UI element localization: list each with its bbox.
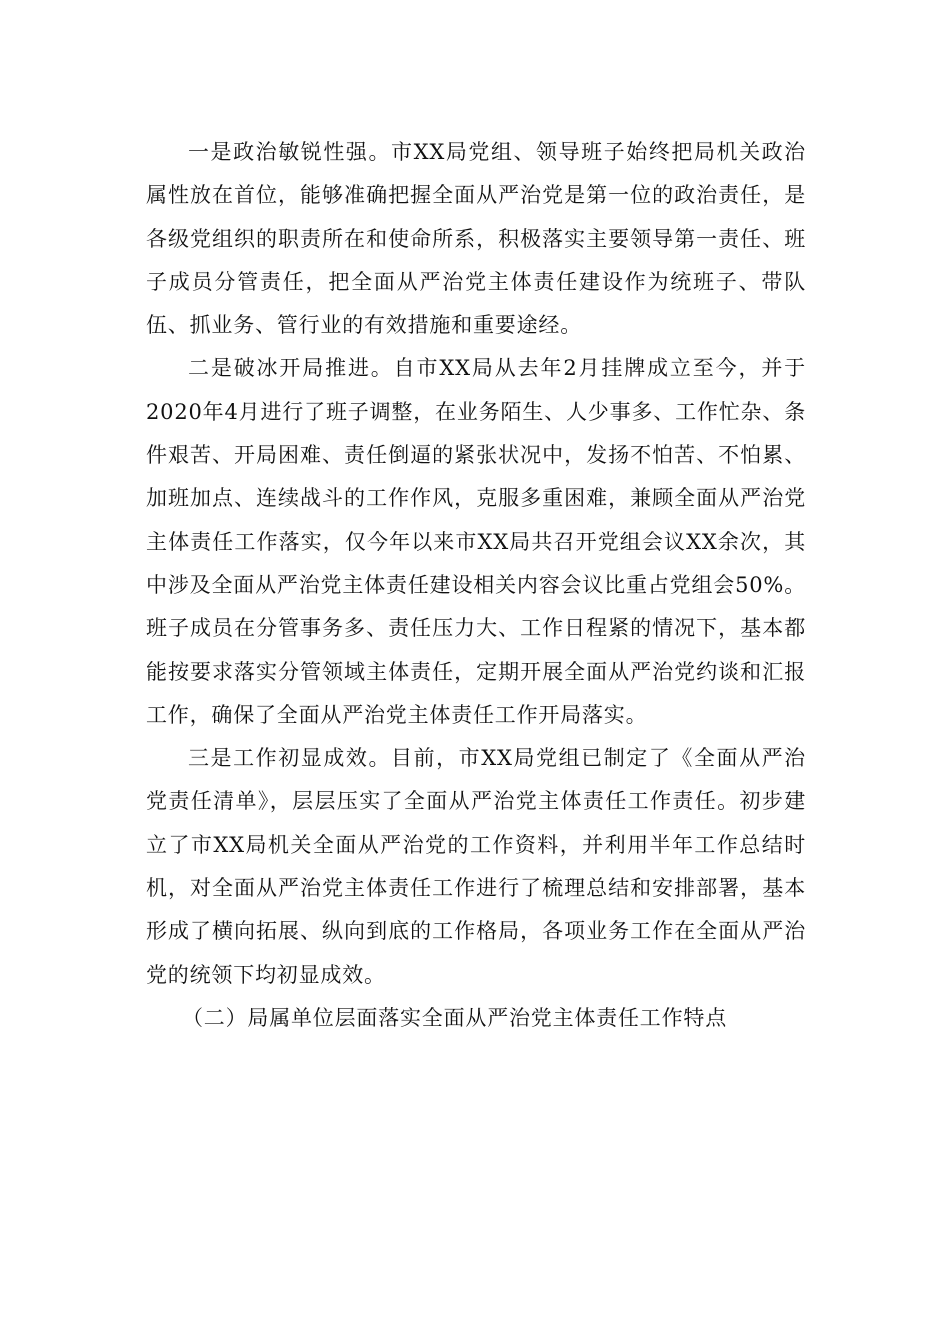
section-subheading: （二）局属单位层面落实全面从严治党主体责任工作特点 bbox=[182, 1005, 727, 1030]
paragraph-breaking-ice: 二是破冰开局推进。自市XX局从去年2月挂牌成立至今，并于2020年4月进行了班子调整，在业务陌生、人少事多、工作忙杂、条件艰苦、开局困难、责任倒逼的紧张状况中，发扬不怕苦、不怕累、加班加点、连续战斗的工作作风，克服多重困难，兼顾全面从严治党主体责任工作落实，仅今年以来市XX局共召开党组会议XX余次，其中涉及全面从严治党主体责任建设相关内容会议比重占党组会50%。班子成员在分管事务多、责任压力大、工作日程紧的情况下，基本都能按要求落实分管领域主体责任，定期开展全面从严治党约谈和汇报工作，确保了全面从严治党主体责任工作开局落实。 bbox=[146, 356, 806, 727]
paragraph-political-sensitivity: 一是政治敏锐性强。市XX局党组、领导班子始终把局机关政治属性放在首位，能够准确把握全面从严治党是第一位的政治责任，是各级党组织的职责所在和使命所系，积极落实主要领导第一责任、班子成员分管责任，把全面从严治党主体责任建设作为统班子、带队伍、抓业务、管行业的有效措施和重要途经。 bbox=[146, 140, 806, 338]
document-body bbox=[146, 131, 806, 1040]
paragraph-initial-results: 三是工作初显成效。目前，市XX局党组已制定了《全面从严治党责任清单》，层层压实了全面从严治党主体责任工作责任。初步建立了市XX局机关全面从严治党的工作资料，并利用半年工作总结时机，对全面从严治党主体责任工作进行了梳理总结和安排部署，基本形成了横向拓展、纵向到底的工作格局，各项业务工作在全面从严治党的统领下均初显成效。 bbox=[146, 746, 806, 987]
